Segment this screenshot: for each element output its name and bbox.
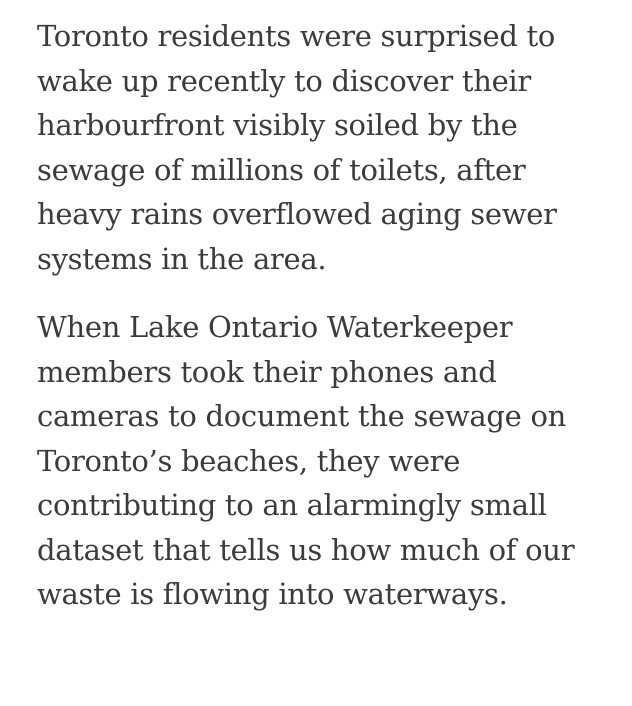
- paragraph-line: Toronto residents were surprised to: [37, 19, 556, 53]
- paragraph-line: harbourfront visibly soiled by the: [37, 108, 518, 142]
- paragraph-line: cameras to document the sewage on: [37, 399, 566, 433]
- paragraph-1: [37, 14, 607, 281]
- article-body: [37, 14, 607, 617]
- paragraph-line: contributing to an alarmingly small: [37, 488, 547, 522]
- paragraph-2: [37, 305, 607, 617]
- paragraph-line: sewage of millions of toilets, after: [37, 152, 526, 187]
- paragraph-line: When Lake Ontario Waterkeeper: [37, 310, 513, 344]
- paragraph-line: systems in the area.: [37, 241, 327, 276]
- paragraph-line: dataset that tells us how much of our: [37, 532, 575, 567]
- paragraph-line: heavy rains overflowed aging sewer: [37, 197, 557, 231]
- paragraph-line: members took their phones and: [37, 354, 497, 389]
- paragraph-line: waste is flowing into waterways.: [37, 577, 508, 611]
- paragraph-line: wake up recently to discover their: [37, 63, 531, 98]
- paragraph-line: Toronto’s beaches, they were: [37, 443, 461, 478]
